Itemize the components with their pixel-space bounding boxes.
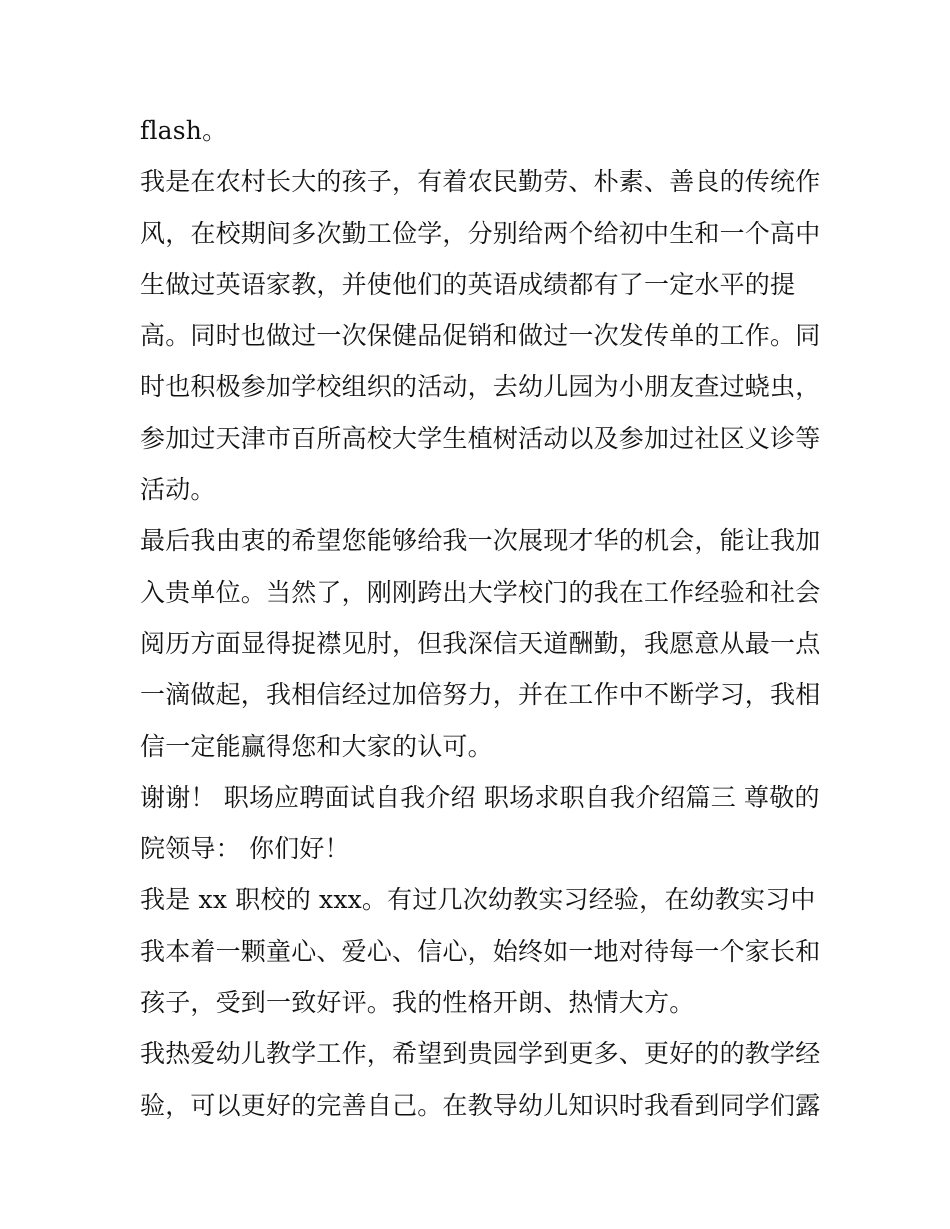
text-line: 信一定能赢得您和大家的认可。 (140, 731, 493, 761)
text-line: 入贵单位。当然了，刚刚跨出大学校门的我在工作经验和社会 (140, 577, 821, 607)
text-line: 风，在校期间多次勤工俭学，分别给两个给初中生和一个高中 (140, 218, 821, 248)
text-line: 谢谢！ 职场应聘面试自我介绍 职场求职自我介绍篇三 尊敬的 (140, 782, 820, 812)
text-line: flash。 (140, 116, 228, 145)
text-line: 时也积极参加学校组织的活动，去幼儿园为小朋友查过蛲虫， (140, 372, 821, 402)
text-line: 我是在农村长大的孩子，有着农民勤劳、朴素、善良的传统作 (140, 167, 821, 197)
text-line: 院领导： 你们好！ (140, 834, 350, 864)
text-line: 参加过天津市百所高校大学生植树活动以及参加过社区义诊等 (140, 423, 821, 453)
text-line: 最后我由衷的希望您能够给我一次展现才华的机会，能让我加 (140, 526, 821, 556)
text-line: 一滴做起，我相信经过加倍努力，并在工作中不断学习，我相 (140, 680, 821, 710)
text-line: 高。同时也做过一次保健品促销和做过一次发传单的工作。同 (140, 321, 821, 351)
document-body (140, 105, 820, 1131)
text-line: 我本着一颗童心、爱心、信心，始终如一地对待每一个家长和 (140, 936, 821, 966)
text-line: 我是 xx 职校的 xxx。有过几次幼教实习经验，在幼教实习中 (140, 885, 816, 915)
text-line: 阅历方面显得捉襟见肘，但我深信天道酬勤，我愿意从最一点 (140, 628, 821, 658)
text-line: 孩子，受到一致好评。我的性格开朗、热情大方。 (140, 988, 695, 1018)
text-line: 验，可以更好的完善自己。在教导幼儿知识时我看到同学们露 (140, 1090, 821, 1120)
text-line: 我热爱幼儿教学工作，希望到贵园学到更多、更好的的教学经 (140, 1039, 821, 1069)
text-line: 活动。 (140, 475, 216, 505)
text-line: 生做过英语家教，并使他们的英语成绩都有了一定水平的提 (140, 269, 796, 299)
